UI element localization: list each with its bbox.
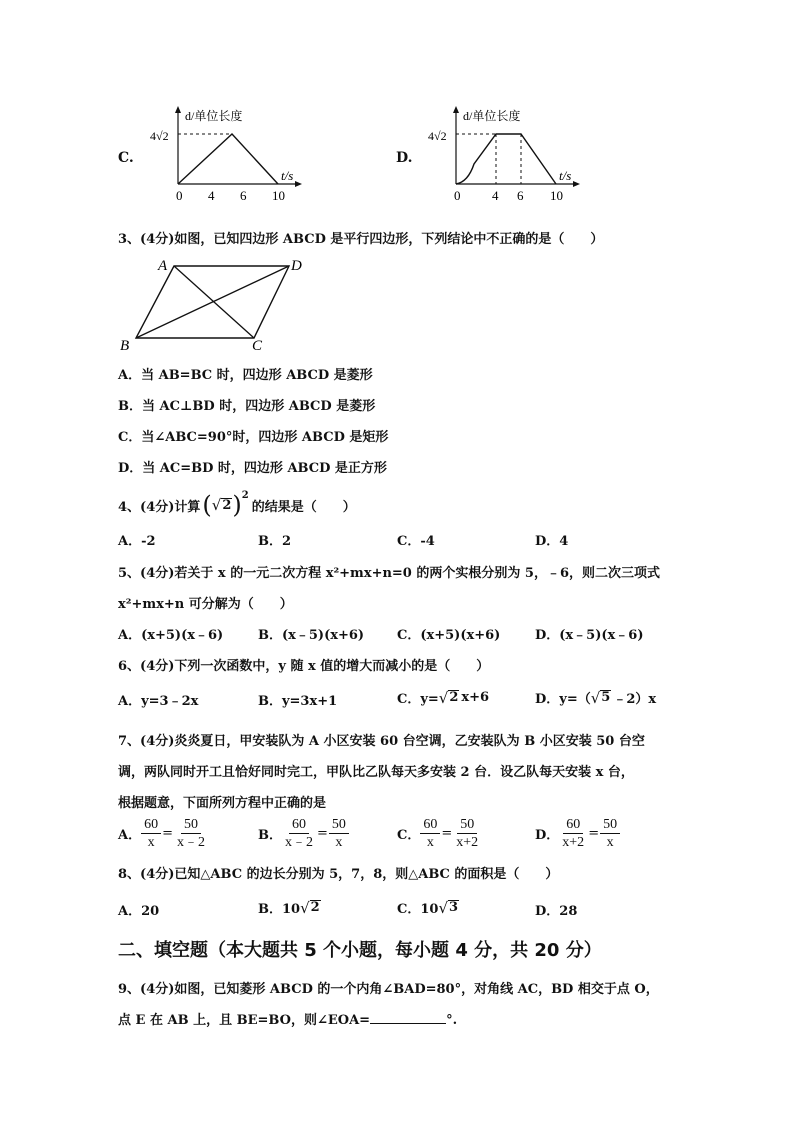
q4-option-c: C．-4	[397, 534, 435, 549]
sqrt-icon: √	[300, 898, 310, 917]
q5-line-2: x²+mx+n 可分解为（ ）	[118, 597, 293, 612]
q3-stem: 3、(4分)如图，已知四边形 ABCD 是平行四边形，下列结论中不正确的是（ ）	[118, 232, 604, 247]
graph-d-origin: 0	[454, 188, 461, 203]
q7-d-left-den: x+2	[562, 835, 585, 850]
graph-c-curve	[178, 134, 278, 184]
q3-option-d: D．当 AC=BD 时，四边形 ABCD 是正方形	[118, 461, 387, 476]
q6-c-radicand: 2	[449, 690, 459, 705]
q5-option-a: A．(x+5)(x﹣6)	[118, 628, 224, 643]
q8-option-b	[258, 898, 321, 917]
q8-stem: 8、(4分)已知△ABC 的边长分别为 5，7，8，则△ABC 的面积是（ ）	[118, 867, 559, 882]
q7-d-right-num: 50	[600, 816, 620, 834]
q7-option-c-label: C．	[397, 828, 421, 843]
q7-line-3: 根据题意，下面所列方程中正确的是	[118, 796, 327, 811]
q7-c-left-num: 60	[420, 816, 440, 834]
q8-c-pre: C．10	[397, 902, 439, 917]
graph-c-tick-4: 4	[208, 188, 215, 203]
q7-b-right-num: 50	[329, 816, 349, 834]
graph-c-y-label: d/单位长度	[185, 109, 243, 123]
q8-b-pre: B．10	[258, 902, 301, 917]
q6-option-d	[535, 688, 656, 707]
q6-option-c	[397, 688, 489, 707]
q6-stem: 6、(4分)下列一次函数中，y 随 x 值的增大而减小的是（ ）	[118, 659, 490, 674]
q5-option-c: C．(x+5)(x+6)	[397, 628, 501, 643]
equals-sign: =	[441, 826, 453, 841]
q8-b-radicand: 2	[310, 900, 320, 915]
q7-c-right-fraction	[453, 816, 481, 851]
q6-option-a: A．y=3﹣2x	[118, 694, 199, 709]
q4-radicand: 2	[222, 497, 232, 513]
graph-d-curve	[456, 134, 556, 184]
q7-b-left-den: x﹣2	[285, 835, 313, 850]
graph-c-tick-10: 10	[272, 188, 285, 203]
graph-c-option-label: C.	[118, 150, 134, 166]
q4-option-a: A．-2	[118, 534, 156, 549]
q9-line-2	[118, 1009, 457, 1028]
q7-c-right-num: 50	[457, 816, 477, 834]
graph-d-x-arrow	[573, 181, 580, 187]
sqrt-icon: √	[590, 688, 601, 707]
graph-d-option-label: D.	[396, 150, 413, 166]
q7-a-right-den: x﹣2	[177, 835, 205, 850]
q4-exponent: 2	[241, 489, 249, 501]
q7-line-1: 7、(4分)炎炎夏日，甲安装队为 A 小区安装 60 台空调，乙安装队为 B 小区安装 50 台空	[118, 734, 645, 749]
q7-a-left-fraction	[141, 816, 161, 851]
q7-d-right-fraction	[600, 816, 620, 851]
graph-d-tick-4: 4	[492, 188, 499, 203]
q8-option-d: D．28	[535, 904, 578, 919]
q7-a-right-fraction	[174, 816, 208, 851]
q7-b-right-den: x	[335, 835, 343, 850]
graph-d-tick-6: 6	[517, 188, 524, 203]
q3-option-a: A．当 AB=BC 时，四边形 ABCD 是菱形	[118, 368, 373, 383]
q8-option-a: A．20	[118, 904, 160, 919]
q7-a-right-num: 50	[181, 816, 201, 834]
vertex-d-label: D	[291, 258, 302, 274]
equals-sign: =	[588, 826, 600, 841]
diagonal-bd	[136, 266, 289, 338]
q7-b-left-num: 60	[289, 816, 309, 834]
q8-c-radicand: 3	[449, 900, 459, 915]
q7-option-c	[397, 816, 481, 851]
q7-b-left-fraction	[282, 816, 316, 851]
q7-option-d	[535, 816, 620, 851]
q5-line-1: 5、(4分)若关于 x 的一元二次方程 x²+mx+n=0 的两个实根分别为 5，﹣6，则二次三项式	[118, 566, 660, 581]
q7-option-d-label: D．	[535, 828, 560, 843]
graph-c-x-arrow	[295, 181, 302, 187]
graph-d-x-label: t/s	[559, 168, 572, 183]
graph-c-x-label: t/s	[281, 168, 294, 183]
graph-c-y-arrow	[175, 106, 181, 113]
vertex-b-label: B	[120, 338, 130, 354]
q4-right-paren: )	[232, 491, 242, 519]
q7-option-b-label: B．	[258, 828, 282, 843]
equals-sign: =	[162, 826, 173, 841]
q7-option-a	[118, 816, 208, 851]
equals-sign: =	[317, 826, 328, 841]
graph-c-y-value: 4√2	[150, 129, 169, 143]
q7-b-right-fraction	[329, 816, 349, 851]
vertex-a-label: A	[158, 258, 168, 274]
q7-a-left-den: x	[147, 835, 155, 850]
q6-d-pre: D．y=（	[535, 692, 591, 707]
q7-option-b	[258, 816, 349, 851]
sqrt-icon: √	[438, 898, 449, 917]
graph-d	[418, 104, 588, 210]
q4-option-b: B．2	[258, 534, 292, 549]
q4-option-d: D．4	[535, 534, 569, 549]
q4-stem-post: 的结果是（ ）	[251, 499, 356, 515]
vertex-c-label: C	[252, 338, 263, 354]
q7-d-right-den: x	[606, 835, 614, 850]
q7-d-left-fraction	[559, 816, 587, 851]
q6-option-b: B．y=3x+1	[258, 694, 338, 709]
sqrt-icon: √	[438, 688, 449, 707]
section-2-heading: 二、填空题（本大题共 5 个小题，每小题 4 分，共 20 分）	[118, 940, 602, 961]
q7-a-left-num: 60	[141, 816, 161, 834]
q9-line-2-post: °.	[446, 1013, 458, 1028]
q4-left-paren: (	[202, 491, 212, 519]
graph-c	[140, 104, 310, 210]
graph-d-y-value: 4√2	[428, 129, 447, 143]
q3-option-b: B．当 AC⊥BD 时，四边形 ABCD 是菱形	[118, 399, 376, 414]
q3-figure	[112, 254, 312, 356]
q6-d-post: ﹣2）x	[613, 692, 657, 707]
q9-line-1: 9、(4分)如图，已知菱形 ABCD 的一个内角∠BAD=80°，对角线 AC，BD 相交于点 O，	[118, 982, 659, 997]
q5-option-d: D．(x﹣5)(x﹣6)	[535, 628, 644, 643]
q7-c-left-fraction	[420, 816, 440, 851]
graph-d-tick-10: 10	[550, 188, 563, 203]
q7-line-2: 调，两队同时开工且恰好同时完工，甲队比乙队每天多安装 2 台．设乙队每天安装 x 台，	[118, 765, 634, 780]
q7-c-left-den: x	[426, 835, 434, 850]
q8-option-c	[397, 898, 459, 917]
graph-d-y-arrow	[453, 106, 459, 113]
graph-c-origin: 0	[176, 188, 183, 203]
q9-line-2-pre: 点 E 在 AB 上，且 BE=BO，则∠EOA=	[118, 1013, 371, 1028]
q6-c-post: x+6	[461, 690, 490, 705]
q4-stem-pre: 4、(4分)计算	[118, 499, 201, 515]
graph-c-tick-6: 6	[240, 188, 247, 203]
q7-c-right-den: x+2	[456, 835, 479, 850]
q6-d-radicand: 5	[601, 690, 611, 705]
sqrt-icon: √	[211, 496, 222, 514]
q5-option-b: B．(x﹣5)(x+6)	[258, 628, 365, 643]
q7-d-left-num: 60	[563, 816, 583, 834]
q3-option-c: C．当∠ABC=90°时，四边形 ABCD 是矩形	[118, 430, 389, 445]
answer-blank[interactable]	[370, 1011, 446, 1024]
graph-d-y-label: d/单位长度	[463, 109, 521, 123]
q4-stem	[118, 491, 356, 519]
q7-option-a-label: A．	[118, 828, 142, 843]
q6-c-pre: C．y=	[397, 692, 439, 707]
